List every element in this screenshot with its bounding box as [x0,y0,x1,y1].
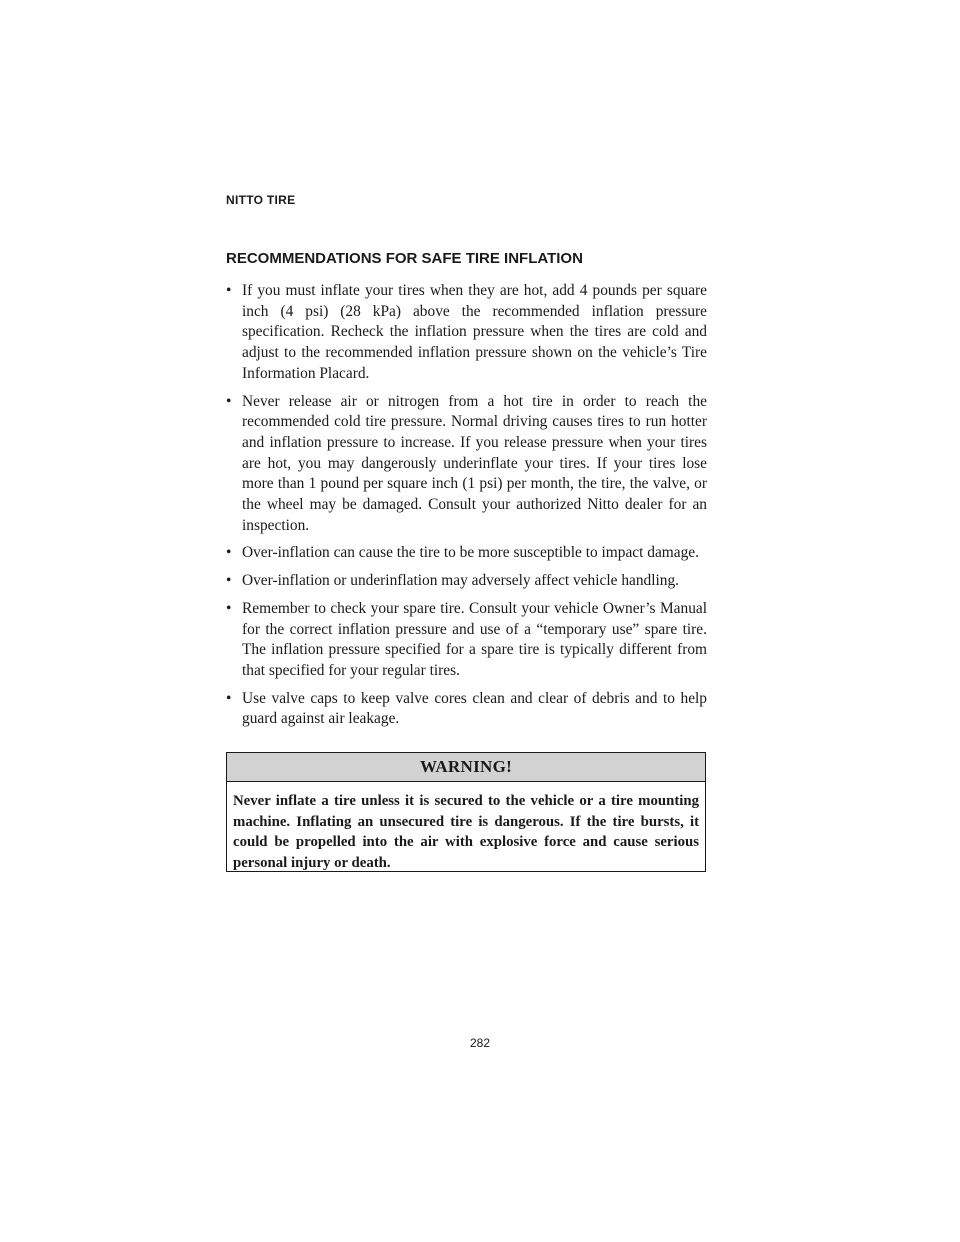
list-item-text: Remember to check your spare tire. Consult your vehicle Owner’s Manual for the correct inflation pressure and use of a “temporary use” spare tire. The inflation pressure specified for a spare tire is typically different from that specified for your regular tires. [242,599,707,679]
list-item-text: Never release air or nitrogen from a hot tire in order to reach the recommended cold tire pressure. Normal driving causes tires to run hotter and inflation pressure to increase. If you release pressure when your tires are hot, you may dangerously underinflate your tires. If your tires lose more than 1 pound per square inch (1 psi) per month, the tire, the valve, or the wheel may be damaged. Consult your authorized Nitto dealer for an inspection. [242,392,707,534]
bullet-icon: • [226,572,232,590]
list-item [226,543,707,564]
warning-text: Never inflate a tire unless it is secured to the vehicle or a tire mounting machine. Inflating an unsecured tire is dangerous. If the tire bursts, it could be propelled into the air with explosive force and cause serious personal injury or death. [233,793,699,871]
list-item-text: If you must inflate your tires when they are hot, add 4 pounds per square inch (4 psi) (28 kPa) above the recommended inflation pressure specification. Recheck the inflation pressure when the tires are cold and adjust to the recommended inflation pressure shown on the vehicle’s Tire Information Placard. [242,282,707,382]
list-item-text: Over-inflation can cause the tire to be more susceptible to impact damage. [242,544,699,562]
recommendation-list [226,281,707,737]
list-item [226,689,707,730]
warning-title: WARNING! [227,753,705,782]
list-item [226,599,707,682]
page-number: 282 [469,1036,491,1050]
bullet-icon: • [226,392,232,410]
list-item [226,571,707,592]
list-item-text: Use valve caps to keep valve cores clean and clear of debris and to help guard against air leakage. [242,689,707,728]
bullet-icon: • [226,689,232,707]
bullet-icon: • [226,282,232,299]
section-header: NITTO TIRE [226,193,296,207]
bullet-icon: • [226,599,232,617]
page-heading: RECOMMENDATIONS FOR SAFE TIRE INFLATION [226,250,583,267]
list-item [226,281,707,385]
list-item-text: Over-inflation or underinflation may adversely affect vehicle handling. [242,572,680,590]
warning-box [226,752,706,872]
list-item [226,392,707,537]
bullet-icon: • [226,544,232,562]
